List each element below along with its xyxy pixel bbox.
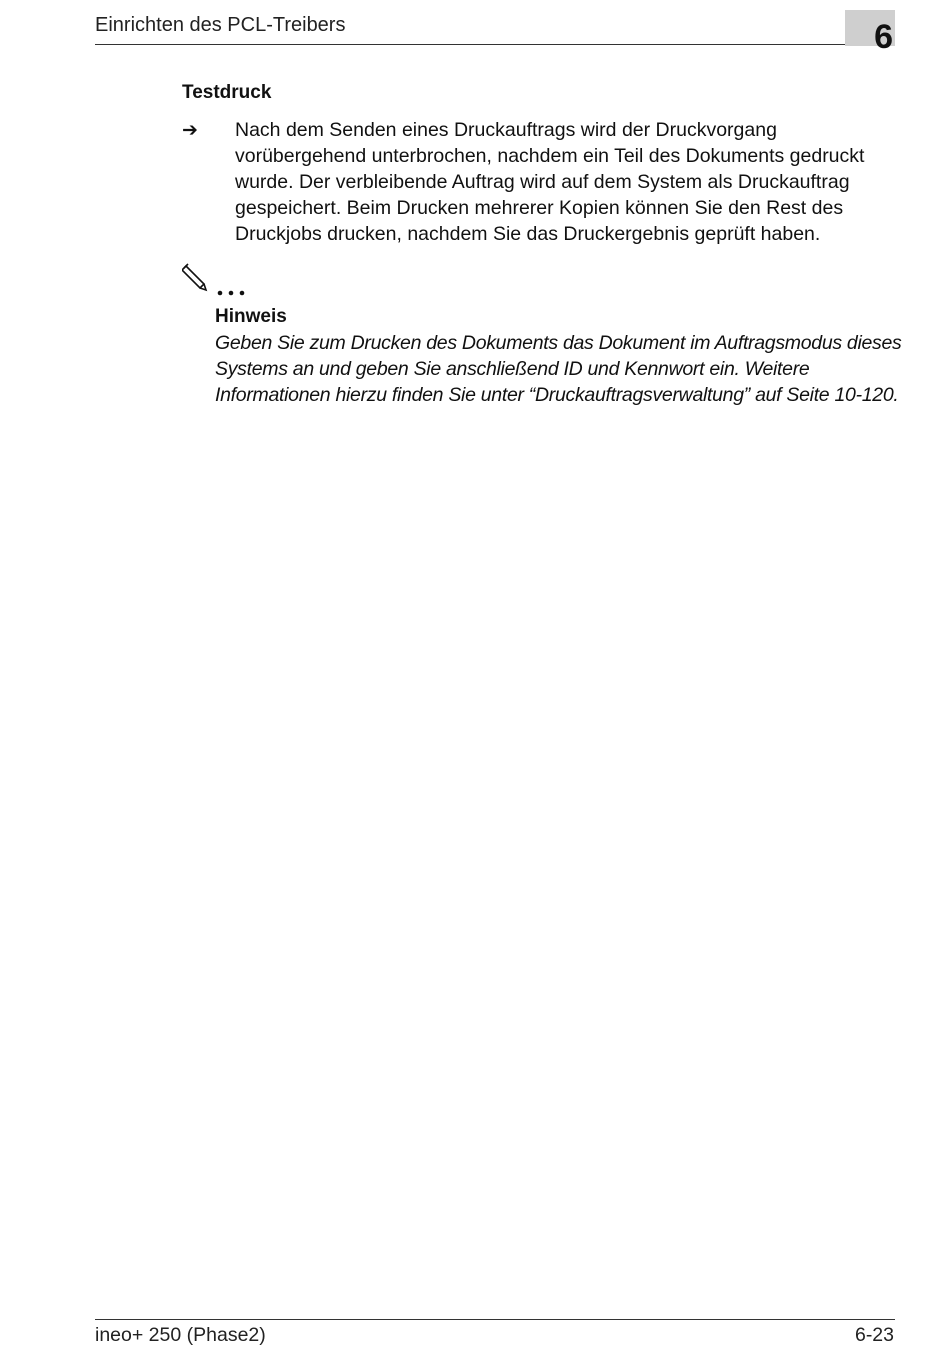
page-header-title: Einrichten des PCL-Treibers bbox=[95, 14, 346, 36]
pencil-note-icon bbox=[182, 262, 252, 298]
section-heading: Testdruck bbox=[182, 82, 272, 103]
footer-page-number: 6-23 bbox=[854, 1324, 894, 1346]
chapter-badge bbox=[845, 10, 895, 56]
chapter-number: 6 bbox=[874, 18, 893, 56]
arrow-right-icon: ➔ bbox=[182, 120, 198, 141]
note-label: Hinweis bbox=[215, 306, 287, 327]
note-text: Geben Sie zum Drucken des Dokuments das Dokument im Auftragsmodus dieses Systems an und geben Sie anschließend ID und Kennwort ein. Weitere Informationen hierzu finden Sie unter “Druckauftragsverwaltung” auf Seite 10-120. bbox=[215, 332, 902, 406]
header-divider bbox=[95, 44, 895, 45]
footer-divider bbox=[95, 1319, 895, 1320]
footer-product: ineo+ 250 (Phase2) bbox=[95, 1324, 266, 1346]
body-paragraph: Nach dem Senden eines Druckauftrags wird der Druckvorgang vorübergehend unterbrochen, nachdem ein Teil des Dokuments gedruckt wurde. Der verbleibende Auftrag wird auf dem System als Druckauftrag gespeichert. Beim Drucken mehrerer Kopien können Sie den Rest des Druckjobs drucken, nachdem Sie das Druckergebnis geprüft haben. bbox=[235, 119, 865, 245]
